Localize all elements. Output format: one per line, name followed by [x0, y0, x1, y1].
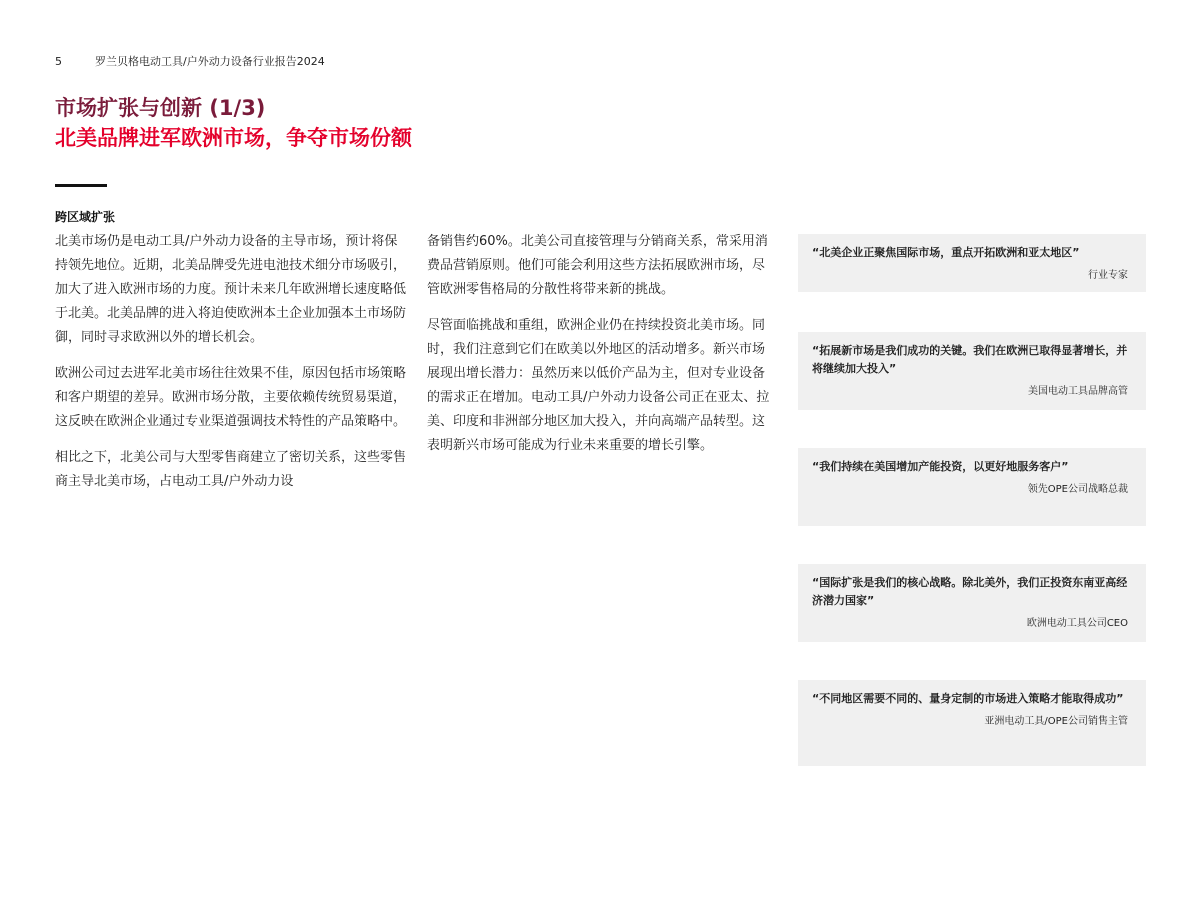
quote-text: “不同地区需要不同的、量身定制的市场进入策略才能取得成功” [812, 692, 1124, 705]
quote-card [798, 234, 1146, 292]
page-subtitle: 北美品牌进军欧洲市场，争夺市场份额 [55, 126, 412, 150]
quote-source: 行业专家 [1088, 270, 1128, 281]
section-heading: 跨区域扩张 [55, 210, 116, 224]
quote-text: “我们持续在美国增加产能投资，以更好地服务客户” [812, 460, 1069, 473]
body-column-1 [55, 230, 407, 506]
quote-card [798, 680, 1146, 766]
paragraph: 欧洲公司过去进军北美市场往往效果不佳，原因包括市场策略和客户期望的差异。欧洲市场分散，主要依赖传统贸易渠道，这反映在欧洲企业通过专业渠道强调技术特性的产品策略中。 [55, 366, 407, 429]
title-divider [55, 184, 107, 187]
quote-card [798, 448, 1146, 526]
quote-text: “拓展新市场是我们成功的关键。我们在欧洲已取得显著增长，并将继续加大投入” [812, 344, 1128, 375]
quote-source: 领先OPE公司战略总裁 [1027, 484, 1128, 495]
paragraph: 尽管面临挑战和重组，欧洲企业仍在持续投资北美市场。同时，我们注意到它们在欧美以外地区的活动增多。新兴市场展现出增长潜力：虽然历来以低价产品为主，但对专业设备的需求正在增加。电动工具/户外动力设备公司正在亚太、拉美、印度和非洲部分地区加大投入，并向高端产品转型。这表明新兴市场可能成为行业未来重要的增长引擎。 [427, 318, 770, 453]
body-column-2 [427, 230, 777, 470]
page-header [55, 53, 325, 69]
paragraph: 北美市场仍是电动工具/户外动力设备的主导市场，预计将保持领先地位。近期，北美品牌受先进电池技术细分市场吸引，加大了进入欧洲市场的力度。预计未来几年欧洲增长速度略低于北美。北美品牌的进入将迫使欧洲本土企业加强本土市场防御，同时寻求欧洲以外的增长机会。 [55, 234, 407, 345]
report-title: 罗兰贝格电动工具/户外动力设备行业报告2024 [95, 55, 325, 68]
quote-source: 亚洲电动工具/OPE公司销售主管 [984, 716, 1128, 727]
quote-card [798, 332, 1146, 410]
quote-card [798, 564, 1146, 642]
paragraph: 相比之下，北美公司与大型零售商建立了密切关系，这些零售商主导北美市场，占电动工具/户外动力设 [55, 450, 407, 489]
paragraph: 备销售约60%。北美公司直接管理与分销商关系，常采用消费品营销原则。他们可能会利用这些方法拓展欧洲市场，尽管欧洲零售格局的分散性将带来新的挑战。 [427, 234, 768, 297]
quote-text: “国际扩张是我们的核心战略。除北美外，我们正投资东南亚高经济潜力国家” [812, 576, 1128, 607]
page-title: 市场扩张与创新 (1/3) [55, 96, 266, 120]
page-number: 5 [55, 55, 62, 68]
title-block [55, 93, 412, 153]
quote-source: 欧洲电动工具公司CEO [1026, 618, 1128, 629]
quote-text: “北美企业正聚焦国际市场，重点开拓欧洲和亚太地区” [812, 246, 1080, 259]
quote-source: 美国电动工具品牌高管 [1028, 386, 1128, 397]
